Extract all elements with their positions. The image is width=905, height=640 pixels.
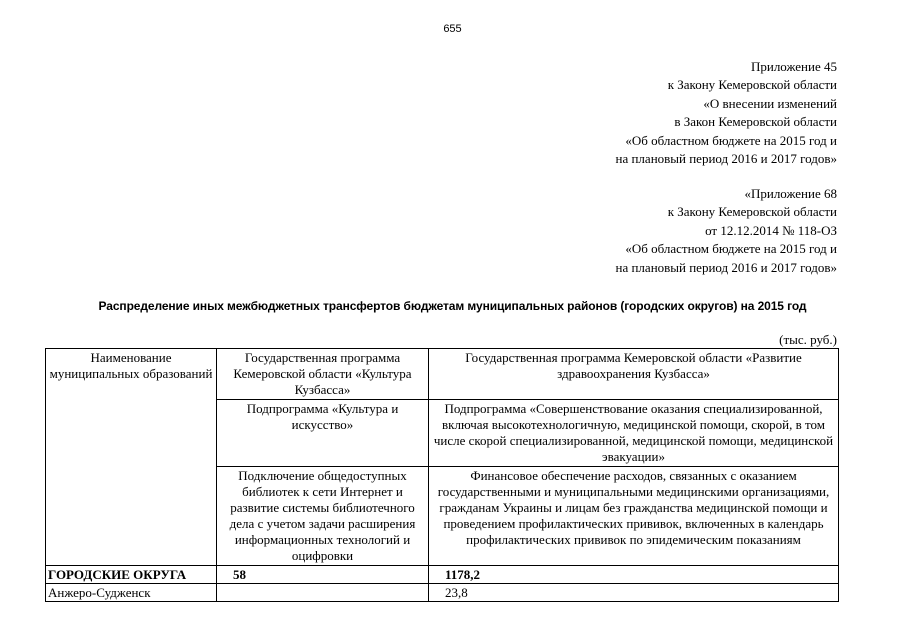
table-header-row [46,349,839,400]
row-health-value: 23,8 [429,584,839,602]
row-culture-value: 58 [217,566,429,584]
appendix-line: «Об областном бюджете на 2015 год и [625,132,837,148]
col-header-health-activity: Финансовое обеспечение расходов, связанных с оказанием государственными и муниципальными медицинскими организациями, гражданам Украины и лицам без гражданства медицинской помощи и проведением профилактических прививок, включенных в календарь профилактических прививок по эпидемическим показаниям [429,467,839,566]
appendix-original [616,185,838,277]
col-header-health-program: Государственная программа Кемеровской области «Развитие здравоохранения Кузбасса» [429,349,839,400]
appendix-line: Приложение 45 [750,59,837,74]
appendix-line: «Приложение 68 [744,186,837,201]
appendix-line: на плановый период 2016 и 2017 годов» [615,259,837,275]
appendix-line: «Об областном бюджете на 2015 год и [625,241,837,257]
row-culture-value [217,584,429,602]
document-title: Распределение иных межбюджетных трансфертов бюджетам муниципальных районов (городских округов) на 2015 год [98,299,807,313]
row-health-value: 1178,2 [429,566,839,584]
page-number: 655 [443,23,462,35]
table-row [46,584,839,602]
appendix-line: на плановый период 2016 и 2017 годов» [615,151,837,167]
appendix-line: «О внесении изменений [703,95,837,111]
appendix-line: к Закону Кемеровской области [667,77,837,93]
transfers-table [45,348,839,602]
row-name: ГОРОДСКИЕ ОКРУГА [46,566,217,584]
col-header-culture-activity: Подключение общедоступных библиотек к сети Интернет и развитие системы библиотечного дела с учетом задачи расширения информационных технологий и оцифровки [217,467,429,566]
col-header-municipality: Наименование муниципальных образований [46,349,217,566]
appendix-line: от 12.12.2014 № 118-ОЗ [705,222,837,238]
table-row [46,566,839,584]
appendix-header [616,58,838,168]
col-header-health-subprogram: Подпрограмма «Совершенствование оказания специализированной, включая высокотехнологичную, медицинской помощи, скорой, в том числе скорой специализированной, медицинской помощи, медицинской эвакуации» [429,400,839,467]
col-header-culture-program: Государственная программа Кемеровской области «Культура Кузбасса» [217,349,429,400]
appendix-line: к Закону Кемеровской области [667,204,837,220]
units-label: (тыс. руб.) [779,332,837,347]
row-name: Анжеро-Судженск [46,584,217,602]
col-header-culture-subprogram: Подпрограмма «Культура и искусство» [217,400,429,467]
appendix-line: в Закон Кемеровской области [674,114,837,130]
